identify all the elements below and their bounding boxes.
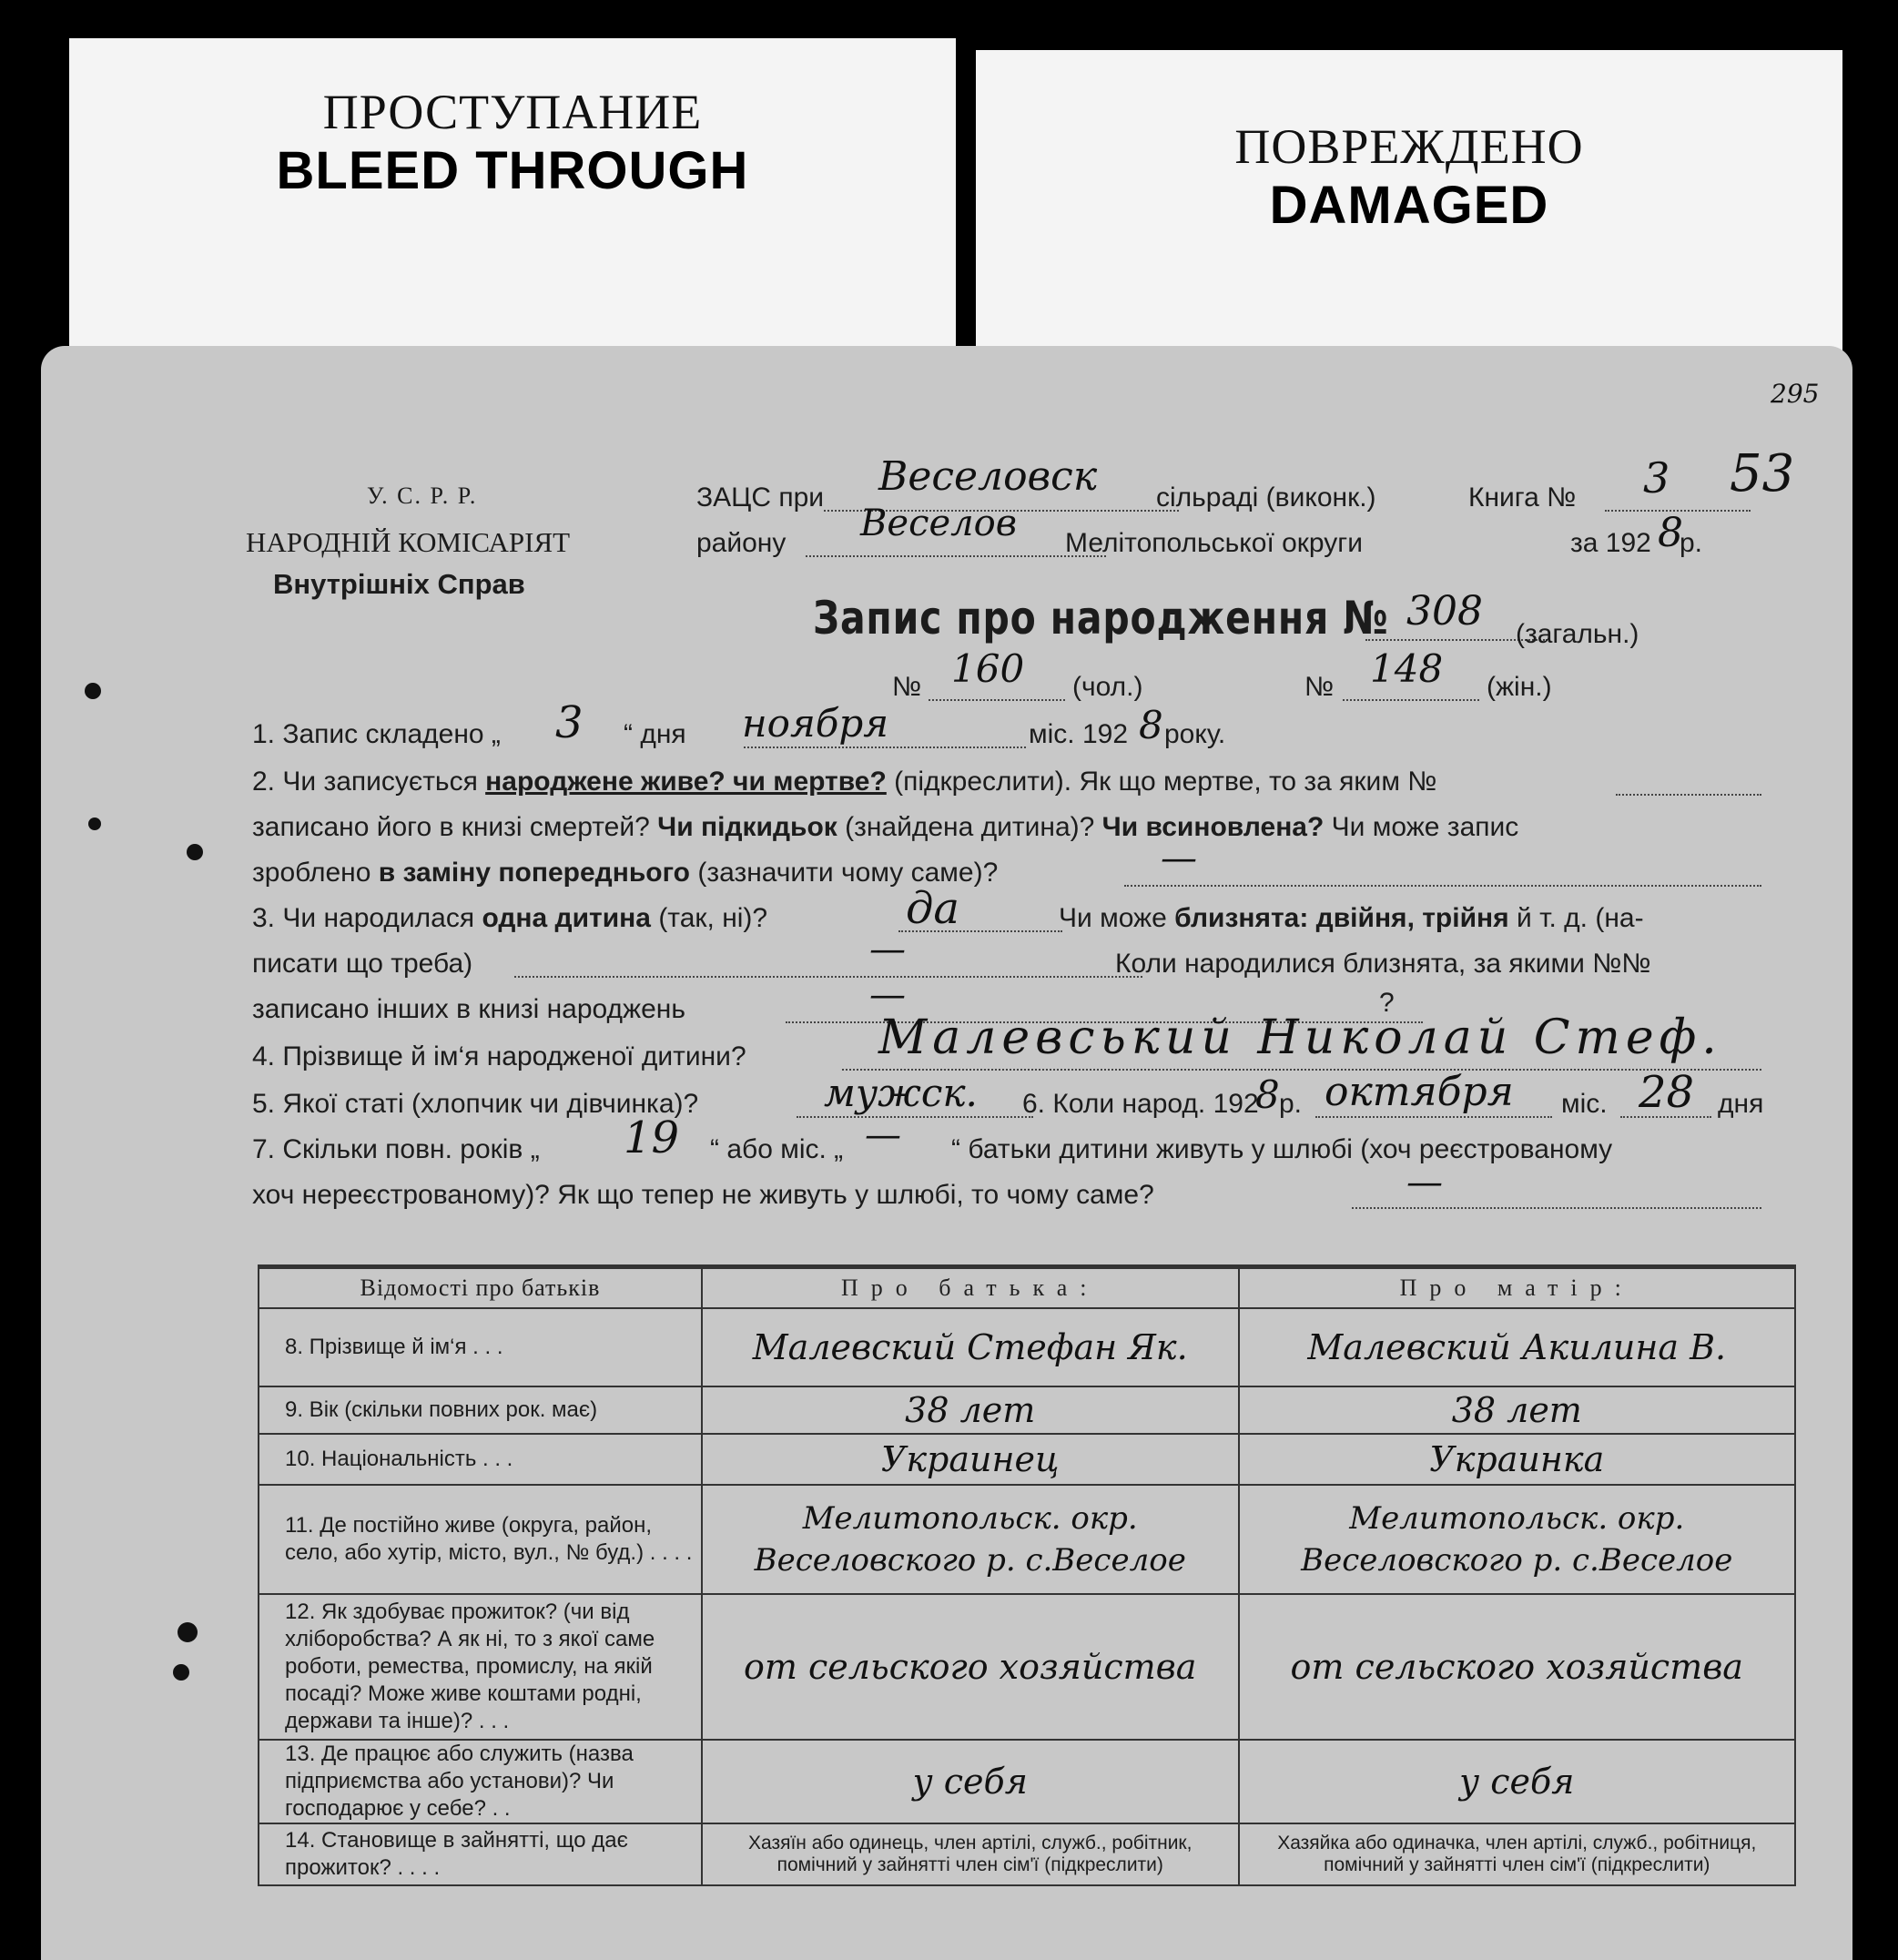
year-digit: 8 [1658, 510, 1683, 556]
row-question: 11. Де постійно живе (округа, район, село, або хутір, місто, вул., № буд.) . . . . [259, 1485, 702, 1594]
q2-line1-c: (підкреслити). Як що мертве, то за яким № [886, 767, 1437, 797]
q6-label: 6. Коли народ. 192 [1022, 1089, 1259, 1119]
q5-value: мужск. [824, 1071, 978, 1115]
punch-hole [85, 683, 101, 699]
father-residence: Мелитопольск. окр. Веселовского р. с.Веселое [754, 1500, 1186, 1579]
archive-number: 295 [1771, 379, 1820, 409]
q2-adopted: Чи всиновлена? [1101, 812, 1325, 842]
punch-hole [173, 1664, 189, 1681]
fill-line [744, 746, 1026, 748]
fill-line [1616, 794, 1761, 796]
header-father: Про батька: [702, 1267, 1239, 1309]
table-row [259, 1823, 1795, 1885]
q3-twins: близнята: двійня, трійня [1174, 903, 1509, 933]
father-nationality: Украинец [880, 1439, 1060, 1479]
table-row [259, 1434, 1795, 1485]
q1-mid: “ дня [624, 719, 686, 749]
general-number: 308 [1406, 588, 1483, 635]
q3-line3-b: ? [1379, 988, 1395, 1018]
q1-mis: міс. 192 [1029, 719, 1129, 749]
fill-line [1124, 885, 1761, 887]
year-prefix: за 192 [1570, 528, 1651, 558]
mother-livelihood: от сельского хозяйства [1290, 1647, 1743, 1687]
q6-dnya: дня [1718, 1089, 1764, 1119]
q2-alive-dead: народжене живе? чи мертве? [485, 767, 887, 797]
q3-line1-c: (так, ні)? [650, 903, 768, 933]
q6-r: р. [1279, 1089, 1303, 1119]
q1-suffix: року. [1164, 719, 1226, 749]
father-livelihood: от сельского хозяйства [744, 1647, 1197, 1687]
male-suffix: (чол.) [1072, 672, 1143, 702]
damaged-label-card [976, 50, 1842, 376]
q3-twins-value: — [869, 929, 906, 970]
q2-foundling: Чи підкидьок [657, 812, 837, 842]
q3-line1-d: Чи може [1059, 903, 1175, 933]
mother-residence: Мелитопольск. окр. Веселовского р. с.Веселое [1301, 1500, 1733, 1579]
q1-month: ноября [742, 701, 889, 746]
q6-year: 8 [1255, 1072, 1280, 1117]
row-question: 10. Національність . . . [259, 1434, 702, 1485]
father-name: Малевский Стефан Як. [752, 1327, 1188, 1367]
zags-prefix: ЗАЦС при [696, 482, 825, 513]
mother-name: Малевский Акилина В. [1307, 1327, 1727, 1367]
table-row [259, 1594, 1795, 1740]
table-row [259, 1740, 1795, 1823]
q3-line3-a: записано інших в книзі народжень [252, 994, 686, 1024]
fill-line [842, 1069, 1761, 1071]
birth-record-form [41, 346, 1852, 1960]
damaged-label-ru: ПОВРЕЖДЕНО [1234, 119, 1584, 174]
table-row [259, 1485, 1795, 1594]
q2-line2-e: Чи може запис [1324, 812, 1519, 842]
punch-hole [88, 818, 101, 830]
parents-table [258, 1264, 1796, 1886]
q4-label: 4. Прізвище й ім‘я народженої дитини? [252, 1041, 746, 1071]
q7-value: — [1406, 1162, 1443, 1203]
row-question: 8. Прізвище й ім‘я . . . [259, 1308, 702, 1386]
book-number-alt: 53 [1730, 444, 1795, 503]
q2-line3-c: (зазначити чому саме)? [690, 858, 999, 888]
q2-line3-a: зроблено [252, 858, 379, 888]
q1-year: 8 [1139, 703, 1163, 747]
fill-line [1352, 1207, 1761, 1209]
district-prefix: району [696, 528, 787, 558]
father-occupation-status: Хазяїн або одинець, член артілі, служб., робітник, помічний у зайнятті член сім'ї (підкреслити) [702, 1823, 1239, 1885]
punch-hole [187, 844, 203, 860]
district-suffix: Мелітопольської округи [1065, 528, 1363, 558]
book-number: 3 [1643, 453, 1670, 503]
q3-others-value: — [869, 974, 906, 1016]
punch-hole [178, 1622, 198, 1642]
q4-value: Малевський Николай Стеф. [878, 1010, 1722, 1065]
female-suffix: (жін.) [1487, 672, 1552, 702]
table-row [259, 1386, 1795, 1434]
fill-line [514, 976, 1142, 978]
q5-label: 5. Якої статі (хлопчик чи дівчинка)? [252, 1089, 699, 1119]
q6-month: октября [1325, 1069, 1514, 1115]
bleed-through-label-card [69, 38, 956, 375]
q6-day: 28 [1639, 1067, 1695, 1118]
q1-day: 3 [555, 697, 584, 748]
mother-age: 38 лет [1451, 1390, 1582, 1430]
q2-line1-a: 2. Чи записується [252, 767, 486, 797]
mother-occupation-status: Хазяйка або одиначка, член артілі, служб., робітниця, помічний у зайнятті член сім'ї (підкреслити) [1239, 1823, 1795, 1885]
father-age: 38 лет [905, 1390, 1036, 1430]
q7-line1-b: “ або міс. „ [710, 1134, 844, 1164]
q1-prefix: 1. Запис складено „ [252, 719, 501, 749]
q6-mis: міс. [1561, 1089, 1608, 1119]
fill-line [806, 555, 1106, 557]
fill-line [1315, 1116, 1552, 1118]
table-row [259, 1308, 1795, 1386]
org-commissariat: НАРОДНІЙ КОМІСАРІЯТ [246, 526, 571, 558]
male-no-label: № [892, 672, 922, 702]
mother-workplace: у себя [1459, 1762, 1575, 1802]
female-number: 148 [1370, 646, 1444, 691]
book-label: Книга № [1468, 482, 1577, 513]
q3-line1-a: 3. Чи народилася [252, 903, 482, 933]
row-question: 13. Де працює або служить (назва підприємства або установи)? Чи господарює у себе? . . [259, 1740, 702, 1823]
row-question: 12. Як здобуває прожиток? (чи від хліборобства? А як ні, то з якої саме роботи, ремества, промислу, на якій посаді? Може живе коштами родні, держави та інше)? . . . [259, 1594, 702, 1740]
q2-line2-a: записано його в книзі смертей? [252, 812, 658, 842]
q3-line2-b: Коли народилися близнята, за якими №№ [1115, 949, 1651, 979]
zags-suffix: сільраді (виконк.) [1156, 482, 1376, 513]
row-question: 14. Становище в зайнятті, що дає прожиток? . . . . [259, 1823, 702, 1885]
q7-line2-a: хоч нереєстрованому)? Як що тепер не живуть у шлюбі, то чому саме? [252, 1180, 1154, 1210]
row-question: 9. Вік (скільки повних рок. має) [259, 1386, 702, 1434]
table-header-row [259, 1267, 1795, 1309]
q7-months: — [865, 1114, 901, 1156]
male-number: 160 [951, 646, 1025, 691]
q3-line2-a: писати що треба) [252, 949, 473, 979]
q2-value: — [1161, 838, 1197, 879]
fill-line [929, 699, 1065, 701]
record-title: Запис про народження № [813, 592, 1389, 645]
q7-years: 19 [624, 1112, 680, 1163]
zags-village: Веселовск [878, 453, 1098, 500]
org-internal-affairs: Внутрішніх Справ [273, 568, 525, 600]
header-mother: Про матір: [1239, 1267, 1795, 1309]
female-no-label: № [1304, 672, 1335, 702]
bleed-through-label-ru: ПРОСТУПАНИЕ [322, 85, 703, 139]
q3-value: да [906, 883, 960, 934]
year-suffix: р. [1680, 528, 1703, 558]
mother-nationality: Украинка [1429, 1439, 1605, 1479]
general-label: (загальн.) [1516, 619, 1639, 649]
district-value: Веселов [860, 503, 1017, 544]
q7-line1-c: “ батьки дитини живуть у шлюбі (хоч реєстрованому [951, 1134, 1613, 1164]
damaged-label-en: DAMAGED [1269, 176, 1549, 235]
bleed-through-label-en: BLEED THROUGH [276, 141, 749, 200]
org-usrr: У. С. Р. Р. [367, 482, 478, 509]
header-parents-info: Відомості про батьків [259, 1267, 702, 1309]
father-workplace: у себя [912, 1762, 1028, 1802]
q7-line1-a: 7. Скільки повн. років „ [252, 1134, 540, 1164]
q3-single: одна дитина [482, 903, 651, 933]
q3-line1-f: й т. д. (на- [1508, 903, 1644, 933]
q2-line2-c: (знайдена дитина)? [837, 812, 1102, 842]
fill-line [1343, 699, 1479, 701]
fill-line [797, 1116, 1033, 1118]
q2-replacement: в заміну попереднього [378, 858, 691, 888]
